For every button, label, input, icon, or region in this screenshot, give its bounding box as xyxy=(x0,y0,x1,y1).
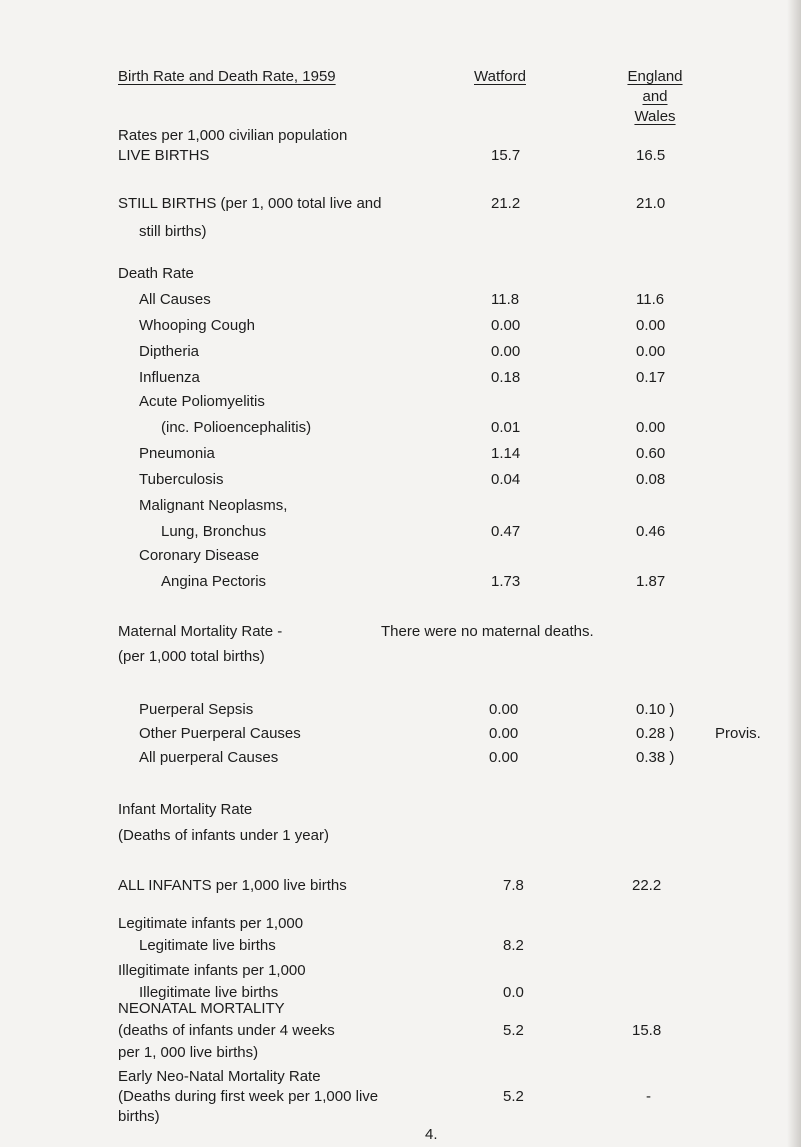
illegit-label: Illegitimate infants per 1,000 xyxy=(118,962,306,979)
still-births-label-cont: still births) xyxy=(139,223,207,240)
column-header-watford: Watford xyxy=(474,68,526,85)
row-label-cont: Lung, Bronchus xyxy=(161,523,267,540)
row-label: Diptheria xyxy=(139,343,200,360)
row-label: Malignant Neoplasms, xyxy=(139,497,288,514)
maternal-row-england: 0.28 ) xyxy=(636,725,675,742)
legit-watford: 8.2 xyxy=(503,937,524,954)
row-label: Tuberculosis xyxy=(139,471,224,488)
row-england: 0.00 xyxy=(636,419,666,436)
maternal-row-watford: 0.00 xyxy=(489,701,519,718)
maternal-label: Maternal Mortality Rate - xyxy=(118,623,283,640)
row-watford: 0.00 xyxy=(491,343,521,360)
maternal-row-label: All puerperal Causes xyxy=(139,749,279,766)
infant-label: Infant Mortality Rate xyxy=(118,801,253,818)
row-england: 0.46 xyxy=(636,523,666,540)
early-neonatal-watford: 5.2 xyxy=(503,1088,524,1105)
page-number: 4. xyxy=(425,1126,438,1143)
row-label: All Causes xyxy=(139,291,211,308)
legit-label-cont: Legitimate live births xyxy=(139,937,276,954)
neonatal-watford: 5.2 xyxy=(503,1022,524,1039)
provisional-note: Provis. xyxy=(715,725,761,742)
all-infants-label: ALL INFANTS per 1,000 live births xyxy=(118,877,347,894)
neonatal-label: NEONATAL MORTALITY xyxy=(118,1000,285,1017)
neonatal-label-cont: (deaths of infants under 4 weeks xyxy=(118,1022,335,1039)
live-births-label: LIVE BIRTHS xyxy=(118,147,210,164)
row-watford: 0.01 xyxy=(491,419,521,436)
column-header-england: England xyxy=(627,68,683,85)
still-births-label: STILL BIRTHS (per 1, 000 total live and xyxy=(118,195,382,212)
infant-label-cont: (Deaths of infants under 1 year) xyxy=(118,827,329,844)
maternal-row-watford: 0.00 xyxy=(489,725,519,742)
maternal-label-cont: (per 1,000 total births) xyxy=(118,648,265,665)
row-watford: 0.00 xyxy=(491,317,521,334)
row-england: 0.00 xyxy=(636,343,666,360)
row-watford: 11.8 xyxy=(491,291,520,308)
page-edge-shadow xyxy=(787,0,801,1147)
row-england: 0.00 xyxy=(636,317,666,334)
row-watford: 1.73 xyxy=(491,573,521,590)
maternal-row-label: Other Puerperal Causes xyxy=(139,725,301,742)
illegit-watford: 0.0 xyxy=(503,984,524,1001)
still-births-watford: 21.2 xyxy=(491,195,521,212)
maternal-row-england: 0.10 ) xyxy=(636,701,675,718)
row-watford: 1.14 xyxy=(491,445,521,462)
still-births-england: 21.0 xyxy=(636,195,666,212)
early-neonatal-label-cont2: births) xyxy=(118,1108,160,1125)
column-header-and: and xyxy=(642,88,668,105)
row-england: 0.08 xyxy=(636,471,666,488)
row-label-cont: Angina Pectoris xyxy=(161,573,267,590)
death-rate-heading: Death Rate xyxy=(118,265,194,282)
row-label: Influenza xyxy=(139,369,200,386)
row-label-cont: (inc. Polioencephalitis) xyxy=(161,419,312,436)
maternal-row-england: 0.38 ) xyxy=(636,749,675,766)
row-label: Acute Poliomyelitis xyxy=(139,393,265,410)
neonatal-england: 15.8 xyxy=(632,1022,662,1039)
row-label: Coronary Disease xyxy=(139,547,260,564)
early-neonatal-label: Early Neo-Natal Mortality Rate xyxy=(118,1068,321,1085)
row-england: 11.6 xyxy=(636,291,665,308)
row-label: Whooping Cough xyxy=(139,317,255,334)
illegit-label-cont: Illegitimate live births xyxy=(139,984,279,1001)
all-infants-england: 22.2 xyxy=(632,877,662,894)
table-title: Birth Rate and Death Rate, 1959 xyxy=(118,68,336,85)
row-england: 0.17 xyxy=(636,369,666,386)
row-watford: 0.47 xyxy=(491,523,521,540)
live-births-watford: 15.7 xyxy=(491,147,521,164)
live-births-england: 16.5 xyxy=(636,147,666,164)
row-watford: 0.04 xyxy=(491,471,521,488)
maternal-note: There were no maternal deaths. xyxy=(381,623,594,640)
column-header-wales: Wales xyxy=(634,108,676,125)
rates-label: Rates per 1,000 civilian population xyxy=(118,127,348,144)
row-watford: 0.18 xyxy=(491,369,521,386)
all-infants-watford: 7.8 xyxy=(503,877,524,894)
row-label: Pneumonia xyxy=(139,445,215,462)
maternal-row-label: Puerperal Sepsis xyxy=(139,701,254,718)
legit-label: Legitimate infants per 1,000 xyxy=(118,915,304,932)
early-neonatal-label-cont: (Deaths during first week per 1,000 live xyxy=(118,1088,379,1105)
early-neonatal-england: - xyxy=(646,1088,651,1105)
row-england: 1.87 xyxy=(636,573,666,590)
neonatal-label-cont2: per 1, 000 live births) xyxy=(118,1044,259,1061)
maternal-row-watford: 0.00 xyxy=(489,749,519,766)
row-england: 0.60 xyxy=(636,445,666,462)
